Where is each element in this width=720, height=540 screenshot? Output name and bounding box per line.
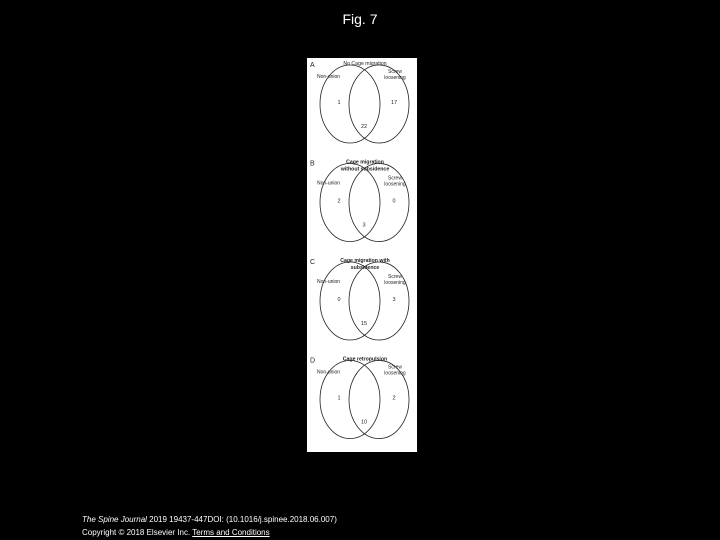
footer [82,513,337,539]
panel-title: Cage migration [346,159,384,166]
screw-loosening-label: Screw [388,175,402,182]
panel-title: Cage migration with [340,258,390,264]
venn-panel-d [310,357,409,439]
non-union-set [320,262,380,340]
screw-loosening-label: loosening [384,280,406,286]
non-union-label: Non-union [317,369,341,376]
citation-line [82,513,337,526]
screw-loosening-label: Screw [388,364,402,371]
screw-loosening-only-count: 0 [392,198,396,205]
copyright-line [82,526,337,539]
screw-loosening-label: loosening [384,370,406,377]
panel-letter: B [310,160,315,168]
panel-letter: C [310,259,316,266]
non-union-only-count: 1 [337,395,341,402]
screw-loosening-only-count: 3 [392,297,396,303]
copyright-text: Copyright © 2018 Elsevier Inc. [82,528,191,537]
screw-loosening-label: loosening [384,75,406,81]
non-union-only-count: 2 [337,198,341,205]
panel-title: No Cage migration [343,61,387,67]
venn-figure [307,58,417,452]
intersection-count: 22 [360,124,368,130]
screw-loosening-label: Screw [388,274,402,280]
panel-title: subsidence [350,265,380,271]
venn-panel-a [310,61,409,143]
screw-loosening-only-count: 2 [392,395,396,402]
venn-panel-c [310,258,409,340]
screw-loosening-label: loosening [384,181,406,188]
citation-text: 2019 19437-447DOI: (10.1016/j.spinee.2018.06.007) [146,515,337,524]
non-union-only-count: 1 [337,100,341,106]
venn-panel-b [310,160,409,242]
intersection-count: 3 [362,222,366,229]
non-union-only-count: 0 [337,297,341,303]
panel-letter: A [310,62,315,69]
figure-title: Fig. 7 [342,11,378,27]
panel-title: without subsidence [340,166,390,173]
screw-loosening-label: Screw [388,69,402,75]
non-union-set [320,164,380,242]
terms-link[interactable]: Terms and Conditions [192,528,270,537]
intersection-count: 10 [360,419,368,426]
panel-letter: D [310,357,316,365]
intersection-count: 15 [360,321,368,327]
non-union-label: Non-union [317,180,341,187]
non-union-label: Non-union [317,74,341,80]
screw-loosening-only-count: 17 [390,100,398,106]
venn-diagrams [307,58,417,452]
journal-name: The Spine Journal [82,515,147,524]
panel-title: Cage retropulsion [342,356,388,363]
non-union-label: Non-union [317,279,341,285]
